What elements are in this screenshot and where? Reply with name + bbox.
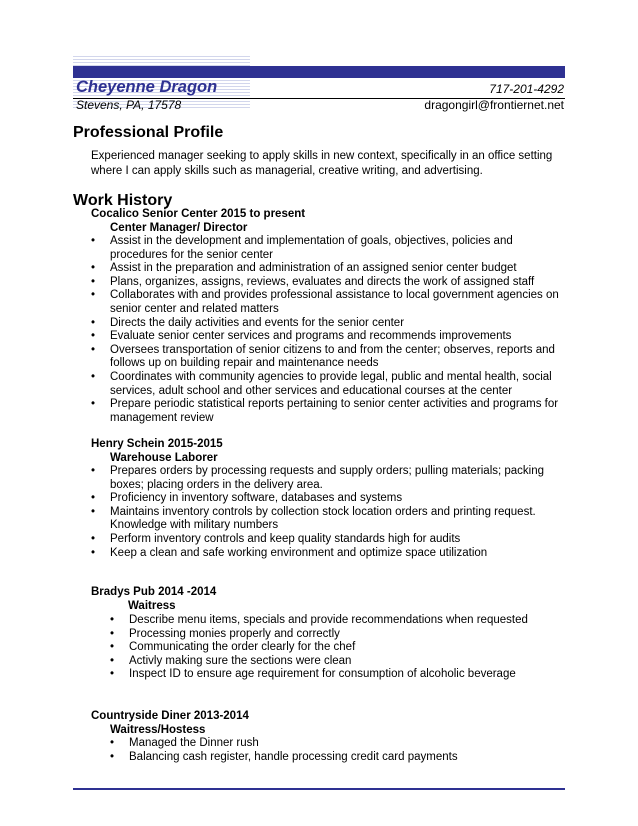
job-title: Waitress [128, 600, 176, 612]
list-item: • Perform inventory controls and keep quality standards high for audits [91, 533, 551, 547]
job-title: Center Manager/ Director [110, 222, 248, 234]
candidate-name: Cheyenne Dragon [76, 78, 218, 96]
job-title: Waitress/Hostess [110, 724, 206, 736]
list-item: • Prepares orders by processing requests and supply orders; pulling materials; packing boxes; placing orders in the delivery area. [91, 465, 551, 492]
list-item: • Evaluate senior center services and programs and recommends improvements [91, 330, 571, 344]
candidate-location: Stevens, PA, 17578 [76, 98, 182, 112]
list-item: • Directs the daily activities and events for the senior center [91, 317, 571, 331]
list-item: • Prepare periodic statistical reports pertaining to senior center activities and programs for management review [91, 398, 571, 425]
list-item: • Managed the Dinner rush [110, 737, 560, 751]
job-employer: Henry Schein 2015-2015 [91, 438, 223, 450]
list-item: • Processing monies properly and correctly [110, 628, 560, 642]
list-item: • Maintains inventory controls by collection stock location orders and printing request. Knowledge with military numbers [91, 506, 551, 533]
job-employer: Bradys Pub 2014 -2014 [91, 586, 217, 598]
work-history-heading: Work History [73, 192, 173, 209]
list-item: • Balancing cash register, handle processing credit card payments [110, 751, 560, 765]
job-duties-list [91, 235, 571, 425]
list-item: • Inspect ID to ensure age requirement for consumption of alcoholic beverage [110, 668, 560, 682]
list-item: • Assist in the development and implementation of goals, objectives, policies and procedures for the senior center [91, 235, 571, 262]
list-item: • Describe menu items, specials and provide recommendations when requested [110, 614, 560, 628]
list-item: • Keep a clean and safe working environment and optimize space utilization [91, 547, 551, 561]
footer-divider [73, 788, 565, 790]
list-item: • Communicating the order clearly for the chef [110, 641, 560, 655]
job-duties-list [91, 465, 551, 560]
job-duties-list [110, 737, 560, 764]
list-item: • Collaborates with and provides professional assistance to local government agencies on senior center and related matters [91, 289, 571, 316]
list-item: • Proficiency in inventory software, databases and systems [91, 492, 551, 506]
profile-summary: Experienced manager seeking to apply skills in new context, specifically in an office setting where I can apply skills such as managerial, creative writing, and advertising. [91, 150, 553, 177]
email-address: dragongirl@frontiernet.net [424, 98, 564, 112]
list-item: • Plans, organizes, assigns, reviews, evaluates and directs the work of assigned staff [91, 276, 571, 290]
header-bar [73, 66, 565, 78]
job-title: Warehouse Laborer [110, 452, 218, 464]
list-item: • Activly making sure the sections were clean [110, 655, 560, 669]
list-item: • Oversees transportation of senior citizens to and from the center; observes, reports and follows up on building repair and maintenance needs [91, 344, 571, 371]
list-item: • Coordinates with community agencies to provide legal, public and mental health, social services, adult school and other services and educational courses at the center [91, 371, 571, 398]
job-employer: Cocalico Senior Center 2015 to present [91, 208, 306, 220]
job-duties-list [110, 614, 560, 682]
profile-heading: Professional Profile [73, 124, 224, 141]
list-item: • Assist in the preparation and administration of an assigned senior center budget [91, 262, 571, 276]
job-employer: Countryside Diner 2013-2014 [91, 710, 249, 722]
phone-number: 717-201-4292 [489, 82, 564, 96]
